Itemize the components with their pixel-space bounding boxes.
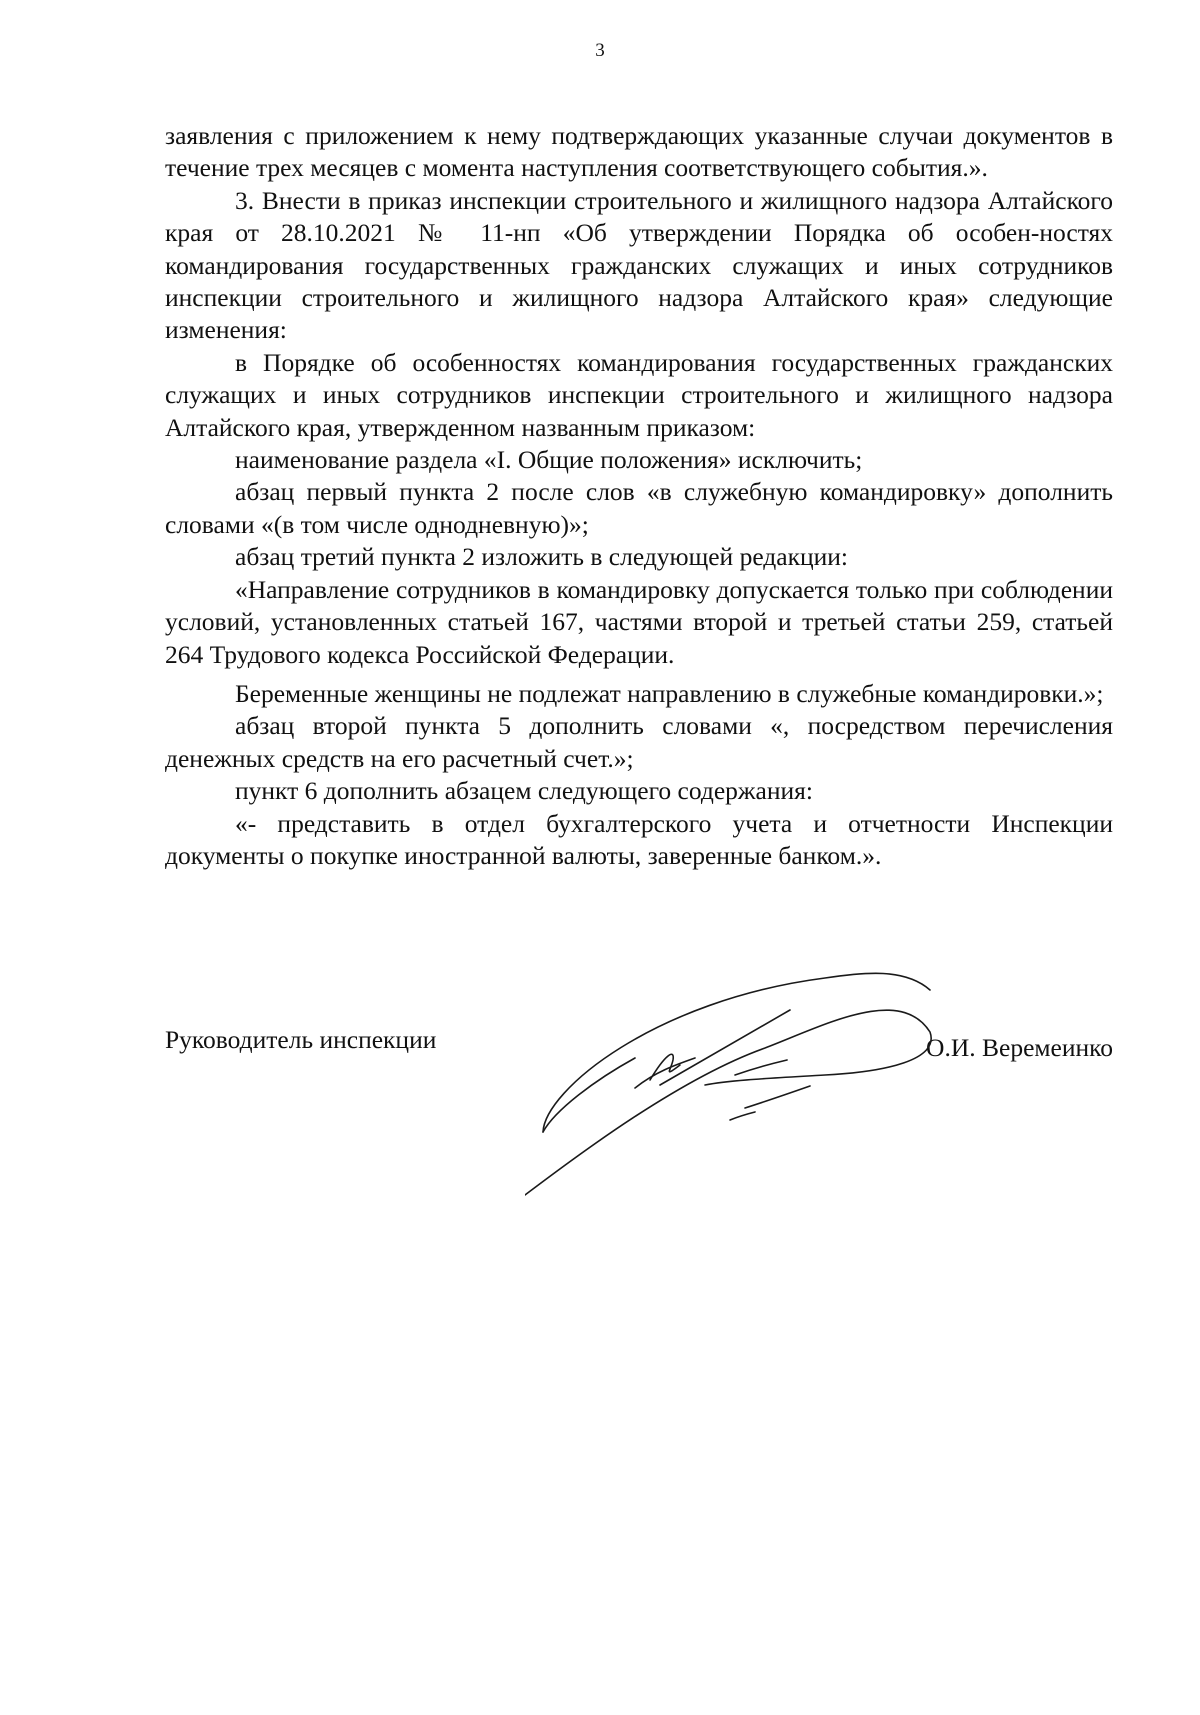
signer-name: О.И. Веремеинко (926, 1033, 1113, 1062)
page-number: 3 (595, 40, 605, 61)
paragraph-direction: «Направление сотрудников в командировку допускается только при соблюдении условий, установленных статьей 167, частями второй и третьей статьи 259, статьей 264 Трудового кодекса Российской Федерации. (165, 574, 1113, 669)
paragraph-currency: «- представить в отдел бухгалтерского учета и отчетности Инспекции документы о покупке иностранной валюты, заверенные банком.». (165, 808, 1113, 870)
handwritten-signature-icon (525, 960, 955, 1200)
paragraph-point-6: пункт 6 дополнить абзацем следующего содержания: (235, 776, 813, 806)
signer-title: Руководитель инспекции (165, 1025, 437, 1054)
paragraph-continuation: заявления с приложением к нему подтверждающих указанные случаи документов в течение трех месяцев с момента наступления соответствующего события.». (165, 121, 1113, 183)
paragraph-point-2-third: абзац третий пункта 2 изложить в следующей редакции: (235, 542, 849, 572)
paragraph-section-name: наименование раздела «I. Общие положения» исключить; (235, 445, 863, 475)
paragraph-item-3: 3. Внести в приказ инспекции строительного и жилищного надзора Алтайского края от 28.10.2021 № 11-нп «Об утверждении Порядка об особен-ностях командирования государственных гражданских служащих и иных сотрудников инспекции строительного и жилищного надзора Алтайского края» следующие изменения: (165, 185, 1113, 345)
document-body (165, 120, 1113, 872)
paragraph-pregnant: Беременные женщины не подлежат направлению в служебные командировки.»; (235, 678, 1104, 708)
paragraph-procedure: в Порядке об особенностях командирования государственных гражданских служащих и иных сотрудников инспекции строительного и жилищного надзора Алтайского края, утвержденном названным приказом: (165, 347, 1113, 442)
paragraph-point-5: абзац второй пункта 5 дополнить словами «, посредством перечисления денежных средств на его расчетный счет.»; (165, 711, 1113, 773)
paragraph-point-2-first: абзац первый пункта 2 после слов «в служебную командировку» дополнить словами «(в том числе однодневную)»; (165, 477, 1113, 539)
